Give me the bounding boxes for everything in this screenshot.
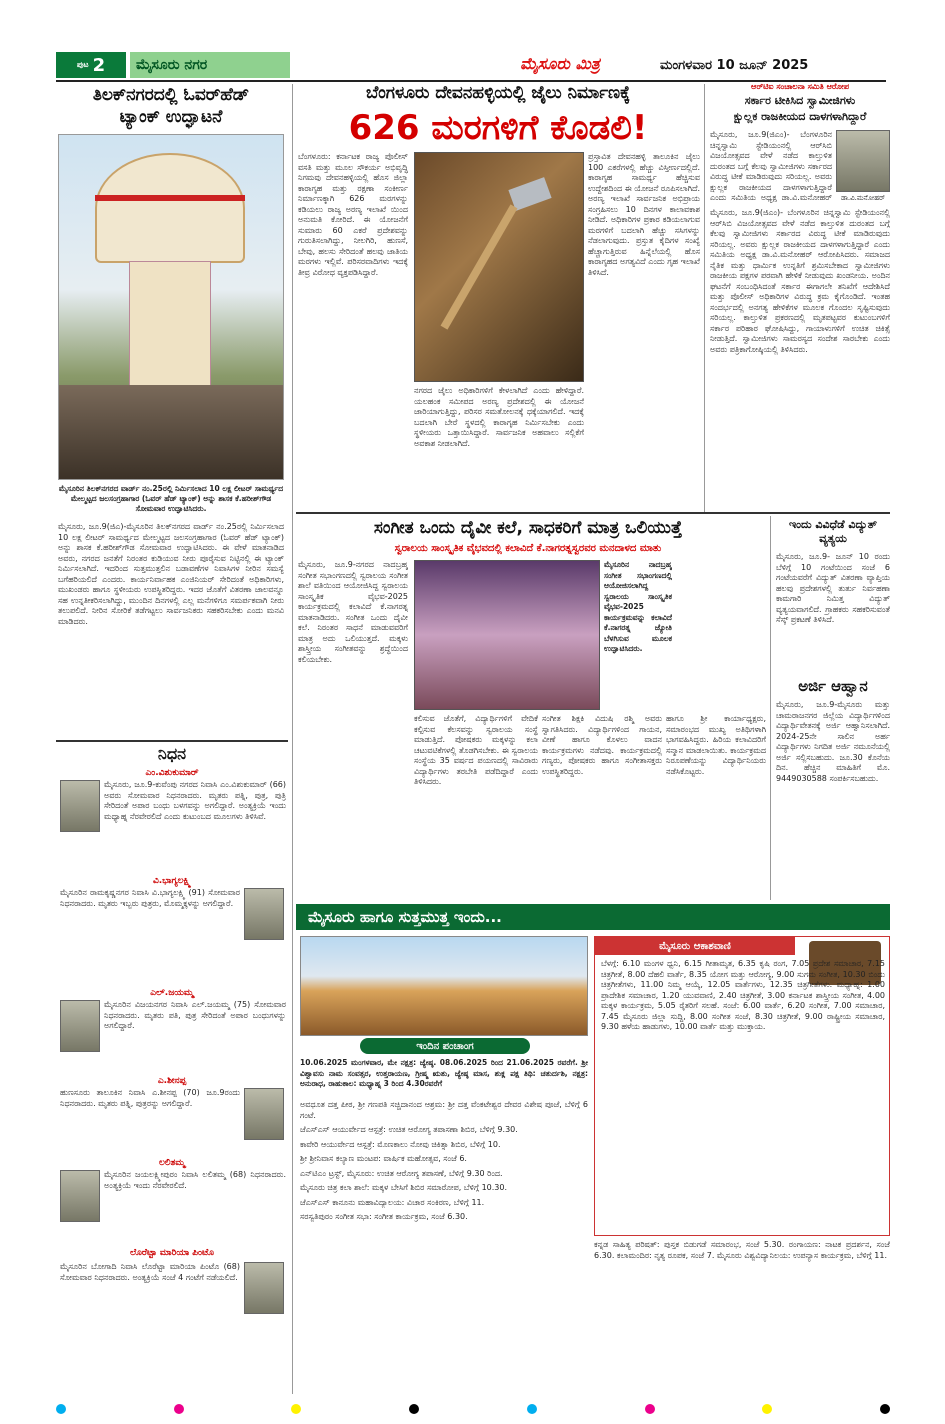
event-item: ಜೆಎಸ್‌ಎಸ್ ಆಯುರ್ವೇದ ಆಸ್ಪತ್ರೆ: ಉಚಿತ ಆರೋಗ್ಯ ತಪಾಸಣಾ ಶಿಬಿರ, ಬೆಳಿಗ್ಗೆ 9.30. [300,1125,518,1134]
swamiji-body: ಮೈಸೂರು, ಜೂ.9(ಜಿಎಂ)- ಬೆಂಗಳೂರಿನ ಚಿನ್ನಸ್ವಾಮಿ ಸ್ಟೇಡಿಯಂನಲ್ಲಿ ಆರ್‌ಸಿಬಿ ವಿಜಯೋತ್ಸವದ ವೇಳೆ ನಡೆದ ಕಾಲ್ತುಳಿತ ದುರಂತದ ಬಗ್ಗೆ ಕೆಲವು ಸ್ವಾಮೀಜಿಗಳು ಸರ್ಕಾರದ ವಿರುದ್ಧ ಟೀಕೆ ಮಾಡಿರುವುದು ಸರಿಯಲ್ಲ. ಅವರು ಕ್ಷುಲ್ಲಕ ರಾಜಕೀಯದ ದಾಳಗಳಾಗುತ್ತಿದ್ದಾರೆ ಎಂದು ಸಮಿತಿಯ ಅಧ್ಯಕ್ಷ ಡಾ.ವಿ.ಮನೋಹರ್ ಆರೋಪಿಸಿದರು. ಸಮಾಜದ ನೈತಿಕ ಮತ್ತು ಧಾರ್ಮಿಕ ಉನ್ನತಿಗೆ ಶ್ರಮಿಸಬೇಕಾದ ಸ್ವಾಮೀಜಿಗಳು ರಾಜಕೀಯ ಪಕ್ಷಗಳ ಪರವಾಗಿ ಹೇಳಿಕೆ ನೀಡುವುದು ಖಂಡನೀಯ. ಅಂದಿನ ಘಟನೆಗೆ ಸಂಬಂಧಿಸಿದಂತೆ ಸರ್ಕಾರ ಈಗಾಗಲೇ ತನಿಖೆಗೆ ಆದೇಶಿಸಿದೆ ಮತ್ತು ಪೊಲೀಸ್ ಅಧಿಕಾರಿಗಳ ವಿರುದ್ಧ ಕ್ರಮ ಕೈಗೊಂಡಿದೆ. ಇಂತಹ ಸಂದರ್ಭದಲ್ಲಿ ಅನಗತ್ಯ ಹೇಳಿಕೆಗಳ ಮೂಲಕ ಗೊಂದಲ ಸೃಷ್ಟಿಸುವುದು ಸರಿಯಲ್ಲ. ಕಾಲ್ತುಳಿತ ಪ್ರಕರಣದಲ್ಲಿ ಮೃತಪಟ್ಟವರ ಕುಟುಂಬಗಳಿಗೆ ಸರ್ಕಾರ ಪರಿಹಾರ ಘೋಷಿಸಿದ್ದು, ಗಾಯಾಳುಗಳಿಗೆ ಉಚಿತ ಚಿಕಿತ್ಸೆ ನೀಡುತ್ತಿದೆ. ಸ್ವಾಮೀಜಿಗಳು ಸಾಮರಸ್ಯದ ಸಂದೇಶ ಸಾರಬೇಕು ಎಂದು ಅವರು ಪತ್ರಿಕಾಗೋಷ್ಠಿಯಲ್ಲಿ ತಿಳಿಸಿದರು. [710,208,890,354]
obituary-text-6: ಮೈಸೂರಿನ ಬೋಗಾದಿ ನಿವಾಸಿ ಲೊರೆಟ್ಟಾ ಮಾರಿಯಾ ಪಿಂಟೊ (68) ಸೋಮವಾರ ನಿಧನರಾದರು. ಅಂತ್ಯಕ್ರಿಯೆ ಸಂಜೆ 4 ಗಂಟೆಗೆ ನಡೆಯಲಿದೆ. [60,1262,240,1282]
event-item: ಕಾವೇರಿ ಆಯುರ್ವೇದ ಆಸ್ಪತ್ರೆ: ಮೊಣಕಾಲು ನೋವು ಚಿಕಿತ್ಸಾ ಶಿಬಿರ, ಬೆಳಿಗ್ಗೆ 10. [300,1139,501,1149]
trees-body-1: ಬೆಂಗಳೂರು: ಕರ್ನಾಟಕ ರಾಜ್ಯ ಪೊಲೀಸ್ ವಸತಿ ಮತ್ತು ಮೂಲ ಸೌಕರ್ಯ ಅಭಿವೃದ್ಧಿ ನಿಗಮವು ದೇವನಹಳ್ಳಿಯಲ್ಲಿ ಹೊಸ ಜಿಲ್ಲಾ ಕಾರಾಗೃಹ ಮತ್ತು ರಕ್ಷಣಾ ಸಂಕೀರ್ಣ ನಿರ್ಮಾಣಕ್ಕಾಗಿ 626 ಮರಗಳನ್ನು ಕಡಿಯಲು ರಾಜ್ಯ ಅರಣ್ಯ ಇಲಾಖೆ ಯಿಂದ ಅನುಮತಿ ಕೋರಿದೆ. ಈ ಯೋಜನೆಗೆ ಸುಮಾರು 60 ಎಕರೆ ಪ್ರದೇಶವನ್ನು ಗುರುತಿಸಲಾಗಿದ್ದು, ನೀಲಗಿರಿ, ಹುಣಸೆ, ಬೇವು, ಹಲಸು ಸೇರಿದಂತೆ ಹಲವು ಜಾತಿಯ ಮರಗಳು ಇಲ್ಲಿವೆ. ಪರಿಸರವಾದಿಗಳು ಇದಕ್ಕೆ ತೀವ್ರ ವಿರೋಧ ವ್ಯಕ್ತಪಡಿಸಿದ್ದಾರೆ. [298,152,408,277]
page-date: ಮಂಗಳವಾರ 10 ಜೂನ್ 2025 [660,57,809,73]
obituary-heading: ನಿಧನ [157,744,187,763]
obituary-name-4: ಎ.ಶೀನಪ್ಪ [157,1076,187,1086]
event-item: ಶ್ರೀ ಶ್ರೀನಿವಾಸ ಕಲ್ಯಾಣ ಮಂಟಪ: ವಾರ್ಷಿಕ ಮಹೋತ್ಸವ, ಸಂಜೆ 6. [300,1154,467,1163]
power-headline: ಇಂದು ವಿವಿಧೆಡೆ ವಿದ್ಯುತ್ ವ್ಯತ್ಯಯ [788,518,878,545]
magenta-dot [174,1404,184,1414]
music-caption: ಮೈಸೂರಿನ ನಾದಬ್ರಹ್ಮ ಸಂಗೀತ ಸಭಾಂಗಣದಲ್ಲಿ ಆಯೋಜಿಸಲಾಗಿದ್ದ ಸ್ವರಾಲಯ ಸಾಂಸ್ಕೃತಿಕ ವೈಭವ-2025 ಕಾರ್ಯಕ್ರಮವನ್ನು ಕಲಾವಿದೆ ಕೆ.ನಾಗರತ್ನ ಜ್ಯೋತಿ ಬೆಳಗಿಸುವ ಮೂಲಕ ಉದ್ಘಾಟಿಸಿದರು. [604,560,672,653]
music-body-2: ಕಲಿಸುವ ಜೊತೆಗೆ, ವಿದ್ಯಾರ್ಥಿಗಳಿಗೆ ವೇದಿಕೆ ಕಲ್ಪಿಸುವ ಕೆಲಸವನ್ನು ಸ್ವರಾಲಯ ಸಂಸ್ಥೆ ಮಾಡುತ್ತಿದೆ. ಪೋಷಕರು ಮಕ್ಕಳನ್ನು ಕಲಾ ಚಟುವಟಿಕೆಗಳಲ್ಲಿ ತೊಡಗಿಸಬೇಕು. ಈ ಸ್ವರಾಲಯ ಸಂಸ್ಥೆಯ 35 ವರ್ಷದ ಪಯಣದಲ್ಲಿ ಸಾವಿರಾರು ವಿದ್ಯಾರ್ಥಿಗಳು ತರಬೇತಿ ಪಡೆದಿದ್ದಾರೆ ಎಂದು ತಿಳಿಸಿದರು. [414,714,538,786]
swamiji-body-top: ಮೈಸೂರು, ಜೂ.9(ಜಿಎಂ)- ಬೆಂಗಳೂರಿನ ಚಿನ್ನಸ್ವಾಮಿ ಸ್ಟೇಡಿಯಂನಲ್ಲಿ ಆರ್‌ಸಿಬಿ ವಿಜಯೋತ್ಸವದ ವೇಳೆ ನಡೆದ ಕಾಲ್ತುಳಿತ ದುರಂತದ ಬಗ್ಗೆ ಕೆಲವು ಸ್ವಾಮೀಜಿಗಳು ಸರ್ಕಾರದ ವಿರುದ್ಧ ಟೀಕೆ ಮಾಡಿರುವುದು ಸರಿಯಲ್ಲ. ಅವರು ಕ್ಷುಲ್ಲಕ ರಾಜಕೀಯದ ದಾಳಗಳಾಗುತ್ತಿದ್ದಾರೆ ಎಂದು ಸಮಿತಿಯ ಅಧ್ಯಕ್ಷ ಡಾ.ವಿ.ಮನೋಹರ್ [710,130,832,202]
swamiji-headline-1: ಸರ್ಕಾರ ಟೀಕಿಸಿದ ಸ್ವಾಮೀಜಿಗಳು [744,94,856,107]
obituary-portrait-5 [60,1170,100,1222]
palace-illustration [300,936,588,1036]
obituary-portrait-4 [244,1088,284,1140]
page-label: ಪುಟ [76,60,89,69]
cyan-dot [527,1404,537,1414]
tank-photo [58,134,284,480]
radio-text-extra: ಕನ್ನಡ ಸಾಹಿತ್ಯ ಪರಿಷತ್: ಪುಸ್ತಕ ಬಿಡುಗಡೆ ಸಮಾರಂಭ, ಸಂಜೆ 5.30. ರಂಗಾಯಣ: ನಾಟಕ ಪ್ರದರ್ಶನ, ಸಂಜೆ 6.30. ಕಲಾಮಂದಿರ: ನೃತ್ಯ ರೂಪಕ, ಸಂಜೆ 7. ಮೈಸೂರು ವಿಶ್ವವಿದ್ಯಾನಿಲಯ: ಉಪನ್ಯಾಸ ಕಾರ್ಯಕ್ರಮ, ಬೆಳಿಗ್ಗೆ 11. [594,1240,890,1260]
tank-caption: ಮೈಸೂರಿನ ತಿಲಕ್‌ನಗರದ ವಾರ್ಡ್ ನಂ.25ರಲ್ಲಿ ನಿರ್ಮಿಸಲಾದ 10 ಲಕ್ಷ ಲೀಟರ್ ಸಾಮರ್ಥ್ಯದ ಮೇಲ್ಮಟ್ಟದ ಜಲಸಂಗ್ರಹಾಗಾರ (ಓವರ್ ಹೆಡ್ ಟ್ಯಾಂಕ್) ಅನ್ನು ಶಾಸಕ ಕೆ.ಹರೀಶ್‌ಗೌಡ ಸೋಮವಾರ ಉದ್ಘಾಟಿಸಿದರು. [58,484,284,513]
event-item: ಮೈಸೂರು ಚಿತ್ರ ಕಲಾ ಶಾಲೆ: ಮಕ್ಕಳ ಬೇಸಿಗೆ ಶಿಬಿರ ಸಮಾರೋಪ, ಬೆಳಿಗ್ಗೆ 10.30. [300,1183,508,1192]
event-item: ಜೆಎಸ್‌ಎಸ್ ಕಾನೂನು ಮಹಾವಿದ್ಯಾಲಯ: ವಿಚಾರ ಸಂಕಿರಣ, ಬೆಳಿಗ್ಗೆ 11. [300,1197,485,1207]
page-number-badge [56,52,126,78]
obituary-name-1: ಎಂ.ವಿಶುಕುಮಾರ್ [145,768,199,778]
music-body-3: ಸಂಗೀತ ಶಿಕ್ಷಕಿ ವಿದುಷಿ ರಶ್ಮಿ ಅವರು ಸ್ವಾಗತಿಸಿದರು. ವಿದ್ಯಾರ್ಥಿಗಳಿಂದ ಗಾಯನ, ವೀಣೆ ಹಾಗೂ ಕೊಳಲು ವಾದನ ಕಾರ್ಯಕ್ರಮಗಳು ನಡೆದವು. ಕಾರ್ಯಕ್ರಮದಲ್ಲಿ ಗಣ್ಯರು, ಪೋಷಕರು ಹಾಗೂ ಸಂಗೀತಾಸಕ್ತರು ಉಪಸ್ಥಿತರಿದ್ದರು. [542,714,662,776]
event-item: ಎನ್‌ಟಿಎಂ ಟ್ರಸ್ಟ್, ಮೈಸೂರು: ಉಚಿತ ಆರೋಗ್ಯ ತಪಾಸಣೆ, ಬೆಳಿಗ್ಗೆ 9.30 ರಿಂದ. [300,1168,503,1178]
trees-body-3: ಪ್ರಸ್ತಾವಿತ ದೇವನಹಳ್ಳಿ ತಾಲೂಕಿನ ಜೈಲು 100 ಎಕರೆಗಳಲ್ಲಿ ಹೆಚ್ಚು ವಿಸ್ತೀರ್ಣದಲ್ಲಿದೆ. ಕಾರಾಗೃಹ ಸಾಮರ್ಥ್ಯ ಹೆಚ್ಚಿಸುವ ಉದ್ದೇಶದಿಂದ ಈ ಯೋಜನೆ ರೂಪಿಸಲಾಗಿದೆ. ಅರಣ್ಯ ಇಲಾಖೆ ಸಾರ್ವಜನಿಕ ಅಭಿಪ್ರಾಯ ಸಂಗ್ರಹಿಸಲು 10 ದಿನಗಳ ಕಾಲಾವಕಾಶ ನೀಡಿದೆ. ಅಧಿಕಾರಿಗಳ ಪ್ರಕಾರ ಕಡಿಯಲಾಗುವ ಮರಗಳಿಗೆ ಬದಲಾಗಿ ಹೆಚ್ಚು ಸಸಿಗಳನ್ನು ನೆಡಲಾಗುವುದು. ಪ್ರಸ್ತುತ ಕೈದಿಗಳ ಸಂಖ್ಯೆ ಹೆಚ್ಚಾಗುತ್ತಿರುವ ಹಿನ್ನೆಲೆಯಲ್ಲಿ ಹೊಸ ಕಾರಾಗೃಹದ ಅಗತ್ಯವಿದೆ ಎಂದು ಗೃಹ ಇಲಾಖೆ ತಿಳಿಸಿದೆ. [588,152,700,277]
column-divider-2 [704,84,705,514]
music-body-1: ಮೈಸೂರು, ಜೂ.9-ನಗರದ ನಾದಬ್ರಹ್ಮ ಸಂಗೀತ ಸಭಾಂಗಣದಲ್ಲಿ ಸ್ವರಾಲಯ ಸಂಗೀತ ಶಾಲೆ ವತಿಯಿಂದ ಆಯೋಜಿಸಿದ್ದ ಸ್ವರಾಲಯ ಸಾಂಸ್ಕೃತಿಕ ವೈಭವ-2025 ಕಾರ್ಯಕ್ರಮದಲ್ಲಿ ಕಲಾವಿದೆ ಕೆ.ನಾಗರತ್ನ ಮಾತನಾಡಿದರು. ಸಂಗೀತ ಒಂದು ದೈವೀ ಕಲೆ. ನಿರಂತರ ಸಾಧನೆ ಮಾಡುವವರಿಗೆ ಮಾತ್ರ ಅದು ಒಲಿಯುತ್ತದೆ. ಮಕ್ಕಳು ಶಾಸ್ತ್ರೀಯ ಸಂಗೀತವನ್ನು ಶ್ರದ್ಧೆಯಿಂದ ಕಲಿಯಬೇಕು. [298,560,408,664]
event-item: ಸರಸ್ವತಿಪುರಂ ಸಂಗೀತ ಸಭಾ: ಸಂಗೀತ ಕಾರ್ಯಕ್ರಮ, ಸಂಜೆ 6.30. [300,1212,468,1221]
apply-headline: ಅರ್ಜಿ ಆಹ್ವಾನ [798,677,868,695]
obituary-name-5: ಲಲಿತಮ್ಮ [158,1158,186,1168]
axe-handle [441,204,518,329]
panchanga-title: ಇಂದಿನ ಪಂಚಾಂಗ [360,1038,530,1054]
obituary-text-1: ಮೈಸೂರು, ಜೂ.9-ಕುವೆಂಪು ನಗರದ ನಿವಾಸಿ ಎಂ.ವಿಶುಕುಮಾರ್ (66) ಅವರು ಸೋಮವಾರ ನಿಧನರಾದರು. ಮೃತರು ಪತ್ನಿ, ಪುತ್ರ, ಪುತ್ರಿ ಸೇರಿದಂತೆ ಅಪಾರ ಬಂಧು ಬಳಗವನ್ನು ಅಗಲಿದ್ದಾರೆ. ಅಂತ್ಯಕ್ರಿಯೆ ಇಂದು ಮಧ್ಯಾಹ್ನ ನೆರವೇರಲಿದೆ ಎಂದು ಕುಟುಂಬದ ಮೂಲಗಳು ತಿಳಿಸಿವೆ. [104,780,286,821]
swamiji-headline-2: ಕ್ಷುಲ್ಲಕ ರಾಜಕೀಯದ ದಾಳಗಳಾಗಿದ್ದಾರೆ [733,110,867,123]
column-divider-3 [770,516,771,900]
swamiji-kicker: ಆರ್‌ಟಿಐ ಸಂಚಾಲನಾ ಸಮಿತಿ ಆರೋಪ [751,82,849,91]
panchanga-text: 10.06.2025 ಮಂಗಳವಾರ, ಮೇ ನಕ್ಷತ್ರ: ಜ್ಯೇಷ್ಠ. 08.06.2025 ರಿಂದ 21.06.2025 ರವರೆಗೆ. ಶ್ರೀ ವಿಶ್ವಾವಸು ನಾಮ ಸಂವತ್ಸರ, ಉತ್ತರಾಯಣ, ಗ್ರೀಷ್ಮ ಋತು, ಜ್ಯೇಷ್ಠ ಮಾಸ, ಶುಕ್ಲ ಪಕ್ಷ ತಿಥಿ: ಚತುರ್ದಶಿ, ನಕ್ಷತ್ರ: ಅನುರಾಧ, ರಾಹುಕಾಲ: ಮಧ್ಯಾಹ್ನ 3 ರಿಂದ 4.30ರವರೆಗೆ [300,1058,588,1088]
yellow-dot [291,1404,301,1414]
obituary-portrait-1 [60,780,100,832]
trees-headline-line1: ಬೆಂಗಳೂರು ದೇವನಹಳ್ಳಿಯಲ್ಲಿ ಜೈಲು ನಿರ್ಮಾಣಕ್ಕೆ [365,83,631,103]
obituary-text-2: ಮೈಸೂರಿನ ರಾಮಕೃಷ್ಣನಗರ ನಿವಾಸಿ ವಿ.ಭಾಗ್ಯಲಕ್ಷ್ಮಿ (91) ಸೋಮವಾರ ನಿಧನರಾದರು. ಮೃತರು ಇಬ್ಬರು ಪುತ್ರರು, ಮೊಮ್ಮಕ್ಕಳನ್ನು ಅಗಲಿದ್ದಾರೆ. [60,888,240,908]
tank-body: ಮೈಸೂರು, ಜೂ.9(ಜಿಎ)-ಮೈಸೂರಿನ ತಿಲಕ್‌ನಗರದ ವಾರ್ಡ್ ನಂ.25ರಲ್ಲಿ ನಿರ್ಮಿಸಲಾದ 10 ಲಕ್ಷ ಲೀಟರ್ ಸಾಮರ್ಥ್ಯದ ಮೇಲ್ಮಟ್ಟದ ಜಲಸಂಗ್ರಹಾಗಾರ (ಓವರ್ ಹೆಡ್ ಟ್ಯಾಂಕ್) ಅನ್ನು ಶಾಸಕ ಕೆ.ಹರೀಶ್‌ಗೌಡ ಸೋಮವಾರ ಉದ್ಘಾಟಿಸಿದರು. ಈ ವೇಳೆ ಮಾತನಾಡಿದ ಅವರು, ನಗರದ ಜನತೆಗೆ ನಿರಂತರ ಕುಡಿಯುವ ನೀರು ಪೂರೈಸುವ ನಿಟ್ಟಿನಲ್ಲಿ ಈ ಟ್ಯಾಂಕ್ ನಿರ್ಮಿಸಲಾಗಿದೆ. ಇದರಿಂದ ಸುತ್ತಮುತ್ತಲಿನ ಬಡಾವಣೆಗಳ ನಿವಾಸಿಗಳ ನೀರಿನ ಸಮಸ್ಯೆ ಬಗೆಹರಿಯಲಿದೆ ಎಂದರು. ಕಾರ್ಯನಿರ್ವಾಹಕ ಎಂಜಿನಿಯರ್ ಸೇರಿದಂತೆ ಅಧಿಕಾರಿಗಳು, ಮುಖಂಡರು ಹಾಗೂ ಸ್ಥಳೀಯರು ಉಪಸ್ಥಿತರಿದ್ದರು. ಇದರ ಜೊತೆಗೆ ವಿತರಣಾ ಜಾಲವನ್ನೂ ಸಹ ಉನ್ನತೀಕರಿಸಲಾಗಿದ್ದು, ಮುಂದಿನ ದಿನಗಳಲ್ಲಿ ಎಲ್ಲ ಮನೆಗಳಿಗೂ ಸಮರ್ಪಕವಾಗಿ ನೀರು ತಲುಪಲಿದೆ. ನೀರಿನ ಸೋರಿಕೆ ತಡೆಗಟ್ಟಲು ಸಾರ್ವಜನಿಕರು ಸಹಕರಿಸಬೇಕು ಎಂದು ಮನವಿ ಮಾಡಿದರು. [58,522,284,626]
registration-marks [56,1404,890,1416]
music-photo [414,560,600,710]
obituary-text-4: ಹುಣಸೂರು ತಾಲೂಕಿನ ನಿವಾಸಿ ಎ.ಶೀನಪ್ಪ (70) ಜೂ.9ರಂದು ನಿಧನರಾದರು. ಮೃತರು ಪತ್ನಿ, ಪುತ್ರರನ್ನು ಅಗಲಿದ್ದಾರೆ. [60,1088,240,1108]
speaker-photo [836,130,890,192]
obituary-portrait-3 [60,1000,100,1052]
music-body-4: ಹಾಗೂ ಶ್ರೀ ಕಾರ್ಯಾಧ್ಯಕ್ಷರು, ಸಮಾರಂಭದ ಮುಖ್ಯ ಅತಿಥಿಗಳಾಗಿ ಭಾಗವಹಿಸಿದ್ದರು. ಹಿರಿಯ ಕಲಾವಿದರಿಗೆ ಸನ್ಮಾನ ಮಾಡಲಾಯಿತು. ಕಾರ್ಯಕ್ರಮದ ನಿರೂಪಣೆಯನ್ನು ವಿದ್ಯಾರ್ಥಿನಿಯರು ನಡೆಸಿಕೊಟ್ಟರು. [666,714,766,776]
cyan-dot [56,1404,66,1414]
obituary-text-3: ಮೈಸೂರಿನ ವಿಜಯನಗರ ನಿವಾಸಿ ಎಲ್.ಜಯಮ್ಮ (75) ಸೋಮವಾರ ನಿಧನರಾದರು. ಮೃತರು ಪತಿ, ಪುತ್ರ ಸೇರಿದಂತೆ ಅಪಾರ ಬಂಧುಗಳನ್ನು ಅಗಲಿದ್ದಾರೆ. [104,1000,286,1030]
crowd [59,385,284,480]
obituary-portrait-6 [244,1262,284,1314]
divider [296,512,890,514]
column-divider [292,84,293,1394]
trees-headline-line2: 626 ಮರಗಳಿಗೆ ಕೊಡಲಿ! [348,108,648,148]
radio-title: ಮೈಸೂರು ಆಕಾಶವಾಣಿ [595,937,795,955]
radio-box [594,936,890,1236]
axe-head [508,177,551,211]
tank-headline [56,84,286,128]
page-number: 2 [92,54,106,76]
obituary-portrait-2 [244,888,284,940]
masthead-logo: ಮೈಸೂರು ಮಿತ್ರ [520,54,600,73]
axe-photo [414,152,584,382]
events-list [300,1100,588,1396]
speaker-caption: ಡಾ.ವಿ.ಮನೋಹರ್ [840,194,886,202]
obituary-name-2: ವಿ.ಭಾಗ್ಯಲಕ್ಷ್ಮಿ [152,876,192,886]
obituary-name-3: ಎಲ್.ಜಯಮ್ಮ [150,988,194,998]
magenta-dot [645,1404,655,1414]
black-dot [880,1404,890,1414]
power-body: ಮೈಸೂರು, ಜೂ.9- ಜೂನ್ 10 ರಂದು ಬೆಳಿಗ್ಗೆ 10 ಗಂಟೆಯಿಂದ ಸಂಜೆ 6 ಗಂಟೆಯವರೆಗೆ ವಿದ್ಯುತ್ ವಿತರಣಾ ವ್ಯಾಪ್ತಿಯ ಹಲವು ಪ್ರದೇಶಗಳಲ್ಲಿ ತುರ್ತು ನಿರ್ವಹಣಾ ಕಾಮಗಾರಿ ನಿಮಿತ್ತ ವಿದ್ಯುತ್ ವ್ಯತ್ಯಯವಾಗಲಿದೆ. ಗ್ರಾಹಕರು ಸಹಕರಿಸುವಂತೆ ಸೆಸ್ಕ್ ಪ್ರಕಟಣೆ ತಿಳಿಸಿದೆ. [776,552,890,624]
apply-body: ಮೈಸೂರು, ಜೂ.9-ಮೈಸೂರು ಮತ್ತು ಚಾಮರಾಜನಗರ ಜಿಲ್ಲೆಯ ವಿದ್ಯಾರ್ಥಿಗಳಿಂದ ವಿದ್ಯಾರ್ಥಿವೇತನಕ್ಕೆ ಅರ್ಜಿ ಆಹ್ವಾನಿಸಲಾಗಿದೆ. 2024-25ನೇ ಸಾಲಿನ ಅರ್ಹ ವಿದ್ಯಾರ್ಥಿಗಳು ನಿಗದಿತ ಅರ್ಜಿ ನಮೂನೆಯಲ್ಲಿ ಅರ್ಜಿ ಸಲ್ಲಿಸಬಹುದು. ಜೂ.30 ಕೊನೆಯ ದಿನ. ಹೆಚ್ಚಿನ ಮಾಹಿತಿಗೆ ಮೊ. 9449030588 ಸಂಪರ್ಕಿಸಬಹುದು. [776,700,890,783]
tank-headline-line1: ತಿಲಕ್‌ನಗರದಲ್ಲಿ ಓವರ್‌ಹೆಡ್ [92,85,250,105]
black-dot [409,1404,419,1414]
trees-body-2: ನಗರದ ಜೈಲು ಅಧಿಕಾರಿಗಳಿಗೆ ಕೇಳಲಾಗಿದೆ ಎಂದು ಹೇಳಿದ್ದಾರೆ. ಯಲಹಂಕ ಸಮೀಪದ ಅರಣ್ಯ ಪ್ರದೇಶದಲ್ಲಿ ಈ ಯೋಜನೆ ಜಾರಿಯಾಗುತ್ತಿದ್ದು, ಪರಿಸರ ಸಮತೋಲನಕ್ಕೆ ಧಕ್ಕೆಯಾಗಲಿದೆ. ಇದಕ್ಕೆ ಬದಲಾಗಿ ಬೇರೆ ಸ್ಥಳದಲ್ಲಿ ಕಾರಾಗೃಹ ನಿರ್ಮಿಸಬೇಕು ಎಂದು ಸ್ಥಳೀಯರು ಒತ್ತಾಯಿಸಿದ್ದಾರೆ. ಸಾರ್ವಜನಿಕ ಅಹವಾಲು ಸಲ್ಲಿಕೆಗೆ ಅವಕಾಶ ನೀಡಲಾಗಿದೆ. [414,386,584,448]
obituary-name-6: ಲೊರೆಟ್ಟಾ ಮಾರಿಯಾ ಪಿಂಟೊ [129,1248,215,1258]
music-subhead: ಸ್ವರಾಲಯ ಸಾಂಸ್ಕೃತಿಕ ವೈಭವದಲ್ಲಿ ಕಲಾವಿದೆ ಕೆ.ನಾಗರತ್ನಸ್ವರವರ ಮನದಾಳದ ಮಾತು [394,543,662,554]
tank-headline-line2: ಟ್ಯಾಂಕ್ ಉದ್ಘಾಟನೆ [119,107,223,127]
divider [56,740,288,742]
today-banner: ಮೈಸೂರು ಹಾಗೂ ಸುತ್ತಮುತ್ತ ಇಂದು... [296,904,890,930]
music-headline: ಸಂಗೀತ ಒಂದು ದೈವೀ ಕಲೆ, ಸಾಧಕರಿಗೆ ಮಾತ್ರ ಒಲಿಯುತ್ತೆ [373,518,683,538]
radio-text: ಬೆಳಗ್ಗೆ: 6.10 ಮಂಗಳ ಧ್ವನಿ, 6.15 ಗೀತಾಮೃತ, 6.35 ಕೃಷಿ ರಂಗ, 7.05 ಪ್ರದೇಶ ಸಮಾಚಾರ, 7.15 ಚಿತ್ರಗೀತೆ, 8.00 ದೆಹಲಿ ವಾರ್ತೆ, 8.35 ಯೋಗ ಮತ್ತು ಆರೋಗ್ಯ, 9.00 ಸುಗಮ ಸಂಗೀತ, 10.30 ಬಿಂದು ಚಿತ್ರಗೀತೆಗಳು, 11.00 ನಿಮ್ಮ ಆಯ್ಕೆ, 12.05 ವಾರ್ತೆಗಳು, 12.35 ಚಿತ್ರಗೀತೆಗಳು. ಮಧ್ಯಾಹ್ನ: 1.00 ಪ್ರಾದೇಶಿಕ ಸಮಾಚಾರ, 1.20 ಯುವವಾಣಿ, 2.40 ಚಿತ್ರಗೀತೆ, 3.00 ಕರ್ನಾಟಕ ಶಾಸ್ತ್ರೀಯ ಸಂಗೀತ, 4.00 ಮಕ್ಕಳ ಕಾರ್ಯಕ್ರಮ, 5.05 ರೈತರಿಗೆ ಸಲಹೆ. ಸಂಜೆ: 6.00 ವಾರ್ತೆ, 6.20 ಸಂಗೀತ, 7.00 ಸಮಾಚಾರ, 7.45 ಮೈಸೂರು ಜಿಲ್ಲಾ ಸುದ್ದಿ, 8.00 ಸಂಗೀತ ಸಂಜೆ, 8.30 ಚಿತ್ರಗೀತೆ, 9.00 ರಾಷ್ಟ್ರೀಯ ಸಮಾಚಾರ, 9.30 ಹಳೆಯ ಹಾಡುಗಳು, 10.00 ವಾರ್ತೆ ಮತ್ತು ಮುಕ್ತಾಯ. [601,959,885,1031]
yellow-dot [762,1404,772,1414]
event-item: ಅವಧೂತ ದತ್ತ ಪೀಠ, ಶ್ರೀ ಗಣಪತಿ ಸಚ್ಚಿದಾನಂದ ಆಶ್ರಮ: ಶ್ರೀ ದತ್ತ ವೆಂಕಟೇಶ್ವರ ದೇವರ ವಿಶೇಷ ಪೂಜೆ, ಬೆಳಿಗ್ಗೆ 6 ಗಂಟೆ. [300,1100,588,1120]
obituary-text-5: ಮೈಸೂರಿನ ಜಯಲಕ್ಷ್ಮೀಪುರಂ ನಿವಾಸಿ ಲಲಿತಮ್ಮ (68) ನಿಧನರಾದರು. ಅಂತ್ಯಕ್ರಿಯೆ ಇಂದು ನೆರವೇರಲಿದೆ. [104,1170,286,1190]
section-title: ಮೈಸೂರು ನಗರ [130,52,290,78]
tank-top [95,153,245,263]
tank-band [95,195,245,201]
